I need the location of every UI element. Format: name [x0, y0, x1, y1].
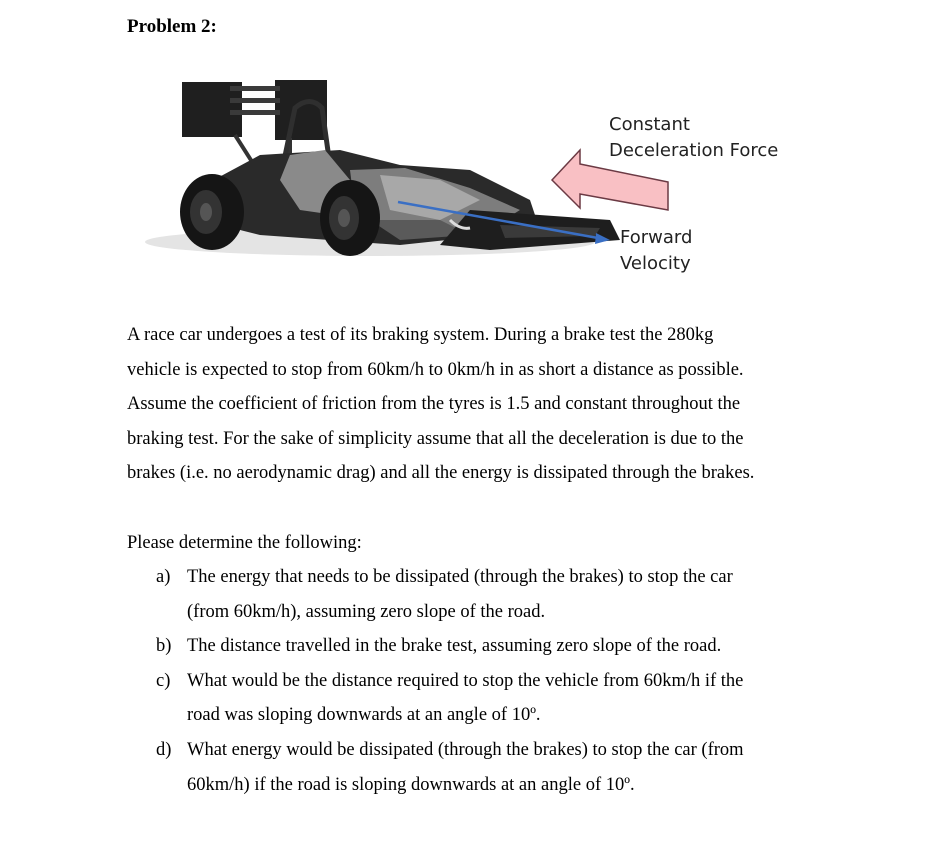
problem-paragraph — [127, 318, 827, 491]
problem-title: Problem 2: — [127, 16, 217, 37]
velocity-label-line: Forward — [620, 227, 693, 248]
question-item-c — [127, 664, 847, 733]
rear-wheel — [180, 174, 244, 250]
front-wheel — [320, 180, 380, 256]
question-line: (from 60km/h), assuming zero slope of the road. — [187, 601, 546, 622]
question-line: The energy that needs to be dissipated (through the brakes) to stop the car — [187, 567, 733, 587]
question-marker: d) — [156, 739, 172, 760]
race-car-illustration — [140, 70, 800, 285]
question-item-d — [127, 733, 847, 802]
force-label — [609, 112, 778, 164]
force-label-line: Constant — [609, 114, 690, 135]
question-prompt: Please determine the following: — [127, 533, 362, 553]
paragraph-line: Assume the coefficient of friction from the tyres is 1.5 and constant throughout the — [127, 394, 741, 415]
velocity-label — [620, 225, 692, 277]
velocity-label-line: Velocity — [620, 253, 691, 274]
question-item-b — [127, 629, 847, 664]
force-label-line: Deceleration Force — [609, 140, 779, 161]
question-marker: b) — [156, 636, 172, 657]
race-car-figure — [140, 70, 800, 285]
question-list — [127, 560, 847, 802]
question-line: What energy would be dissipated (through the brakes) to stop the car (from — [187, 739, 744, 760]
question-line: The distance travelled in the brake test, assuming zero slope of the road. — [187, 636, 722, 657]
question-marker: c) — [156, 670, 171, 691]
paragraph-line: brakes (i.e. no aerodynamic drag) and all the energy is dissipated through the brakes. — [127, 463, 755, 484]
question-item-a — [127, 560, 847, 629]
paragraph-line: vehicle is expected to stop from 60km/h to 0km/h in as short a distance as possible. — [127, 359, 744, 380]
question-line: What would be the distance required to stop the vehicle from 60km/h if the — [187, 670, 744, 691]
paragraph-line: A race car undergoes a test of its braking system. During a brake test the 280kg — [127, 325, 714, 345]
question-marker: a) — [156, 567, 171, 587]
question-line: 60km/h) if the road is sloping downwards at an angle of 10º. — [187, 774, 635, 795]
question-line: road was sloping downwards at an angle of 10º. — [187, 705, 541, 726]
paragraph-line: braking test. For the sake of simplicity assume that all the deceleration is due to the — [127, 428, 744, 449]
